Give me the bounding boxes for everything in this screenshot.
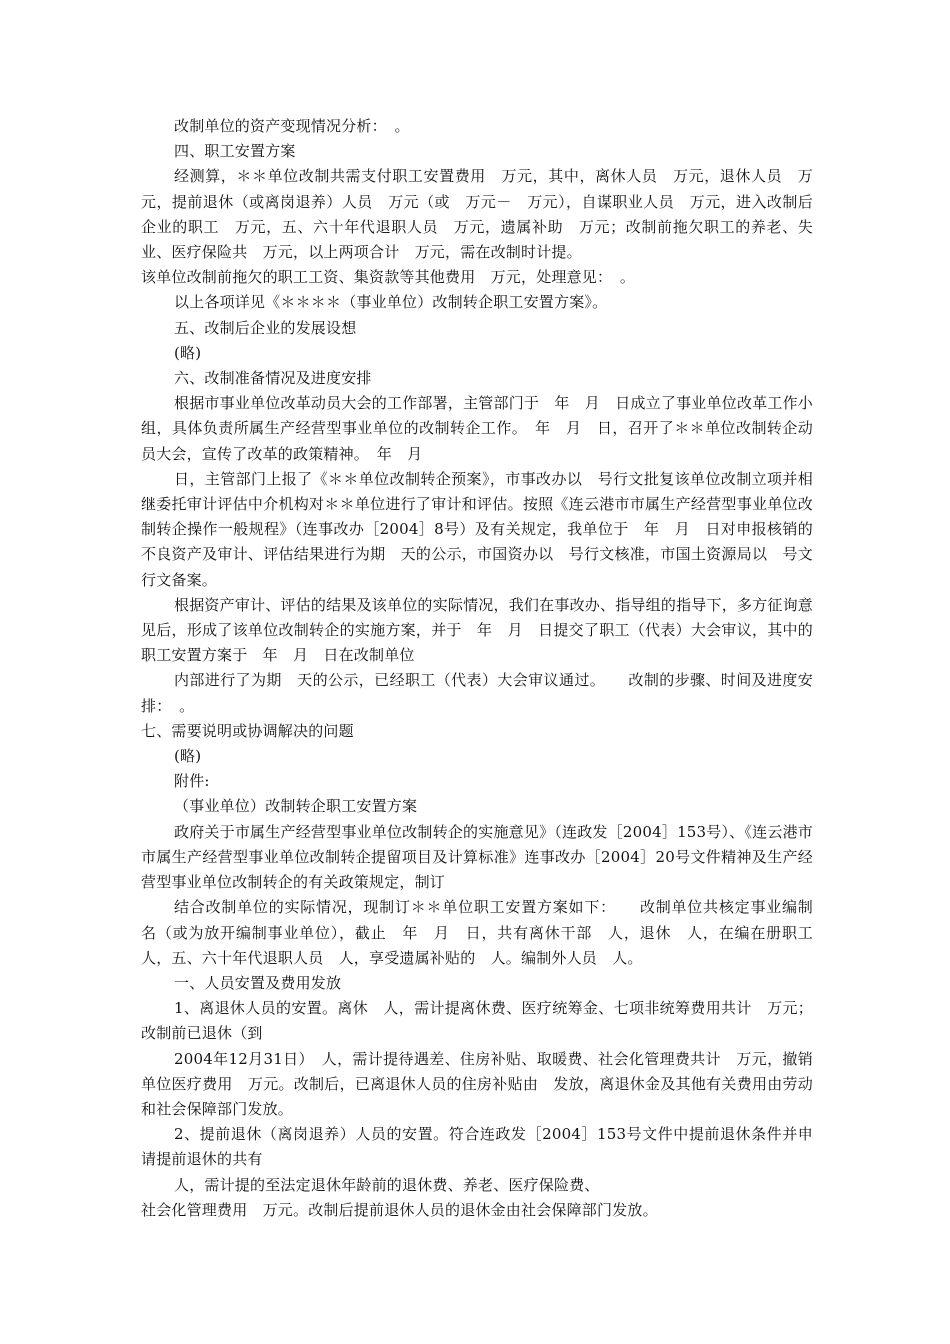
document-paragraph: (略) (174, 747, 202, 766)
document-paragraph: 2、提前退休（离岗退养）人员的安置。符合连政发［2004］153号文件中提前退休条件并申请提前退休的共有 (141, 1125, 813, 1169)
document-paragraph: 内部进行了为期 天的公示，已经职工（代表）大会审议通过。 改制的步骤、时间及进度安排： 。 (141, 671, 813, 715)
document-paragraph: 根据市事业单位改革动员大会的工作部署，主管部门于 年 月 日成立了事业单位改革工作小组，具体负责所属生产经营型事业单位的改制转企工作。 年 月 日，召开了＊＊单位改制转企动员大会，宣传了改革的政策精神。 年 月 (141, 394, 813, 463)
document-paragraph: 1、离退休人员的安置。离休 人，需计提离休费、医疗统筹金、七项非统筹费用共计 万元；改制前已退休（到 (141, 999, 813, 1043)
document-paragraph: 社会化管理费用 万元。改制后提前退休人员的退休金由社会保障部门发放。 (141, 1200, 658, 1219)
document-paragraph: 七、需要说明或协调解决的问题 (141, 721, 354, 740)
document-paragraph: 结合改制单位的实际情况，现制订＊＊单位职工安置方案如下： 改制单位共核定事业编制 名（或为放开编制事业单位），截止 年 月 日，共有离休干部 人，退休 人，在编在册职工 人，五、六十年代退职人员 人，享受遗属补贴的 人。编制外人员 人。 (141, 898, 829, 967)
document-paragraph: （事业单位）改制转企职工安置方案 (174, 797, 418, 816)
document-paragraph: 改制单位的资产变现情况分析： 。 (174, 117, 410, 135)
document-paragraph: 政府关于市属生产经营型事业单位改制转企的实施意见》（连政发［2004］153号）、《连云港市市属生产经营型事业单位改制转企提留项目及计算标准》连事改办［2004］20号文件精神及生产经营型事业单位改制转企的有关政策规定，制订 (141, 822, 813, 892)
document-paragraph: 经测算，＊＊单位改制共需支付职工安置费用 万元，其中，离休人员 万元，退休人员 万元，提前退休（或离岗退养）人员 万元（或 万元－ 万元），自谋职业人员 万元，进入改制后企业的职工 万元，五、六十年代退职人员 万元，遗属补助 万元；改制前拖欠职工的养老、失业、医疗保险共 万元，以上两项合计 万元，需在改制时计提。 (141, 167, 813, 262)
document-paragraph: 以上各项详见《＊＊＊＊（事业单位）改制转企职工安置方案》。 (174, 293, 608, 312)
document-paragraph: 五、改制后企业的发展设想 (174, 318, 357, 337)
document-paragraph: 2004年12月31日） 人，需计提待遇差、住房补贴、取暖费、社会化管理费共计 万元，撤销单位医疗费用 万元。改制后，已离退休人员的住房补贴由 发放，离退休金及其他有关费用由劳动和社会保障部门发放。 (141, 1049, 813, 1118)
document-paragraph: 人，需计提的至法定退休年龄前的退休费、养老、医疗保险费、 (174, 1175, 600, 1194)
document-paragraph: 该单位改制前拖欠的职工工资、集资款等其他费用 万元，处理意见： 。 (141, 268, 636, 287)
document-paragraph: (略) (174, 343, 202, 362)
document-page (141, 114, 829, 1223)
document-paragraph: 日，主管部门上报了《＊＊单位改制转企预案》，市事改办以 号行文批复该单位改制立项并相继委托审计评估中介机构对＊＊单位进行了审计和评估。按照《连云港市市属生产经营型事业单位改制转企操作一般规程》（连事改办［2004］8号）及有关规定，我单位于 年 月 日对申报核销的不良资产及审计、评估结果进行为期 天的公示，市国资办以 号行文核准，市国土资源局以 号文行文备案。 (141, 469, 813, 589)
document-paragraph: 四、职工安置方案 (174, 142, 296, 161)
document-paragraph: 六、改制准备情况及进度安排 (174, 369, 372, 388)
document-paragraph: 根据资产审计、评估的结果及该单位的实际情况，我们在事改办、指导组的指导下，多方征询意见后，形成了该单位改制转企的实施方案，并于 年 月 日提交了职工（代表）大会审议，其中的职工安置方案于 年 月 日在改制单位 (141, 595, 813, 665)
document-paragraph: 一、人员安置及费用发放 (174, 973, 342, 992)
document-paragraph: 附件: (174, 772, 210, 791)
